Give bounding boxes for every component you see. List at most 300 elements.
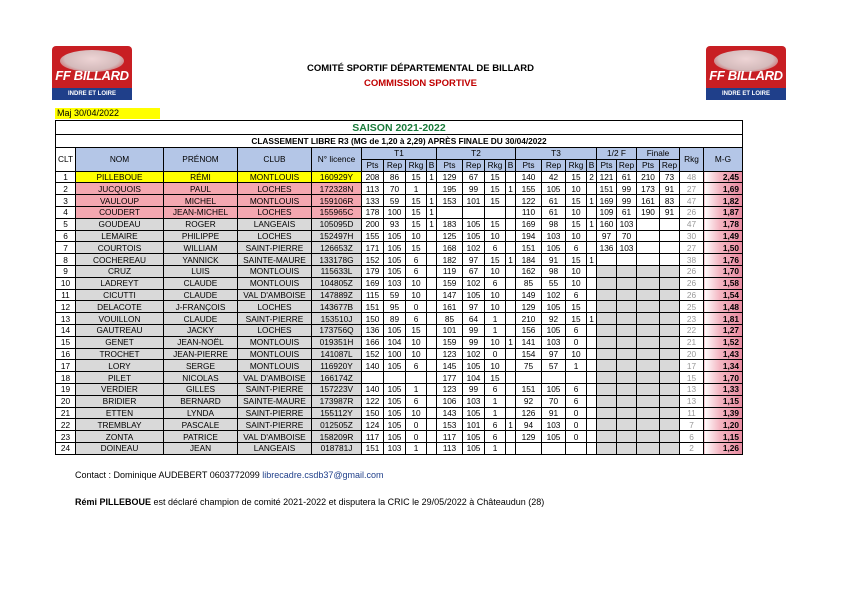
table-row (56, 183, 743, 195)
sub-pts: Pts (516, 159, 542, 171)
cell-t1-rkg: 10 (406, 277, 427, 289)
cell-prenom: NICOLAS (164, 372, 238, 384)
cell-finale-pts (637, 431, 660, 443)
cell-nom: GENET (76, 336, 164, 348)
cell-t3-pts: 122 (516, 195, 542, 207)
cell-t1-pts: 113 (362, 183, 384, 195)
cell-t2-rkg: 1 (485, 324, 506, 336)
cell-t2-pts: 159 (437, 336, 463, 348)
cell-t3-pts: 129 (516, 301, 542, 313)
cell-t1-b: 1 (427, 171, 437, 183)
table-row (56, 431, 743, 443)
cell-licence: 172328N (312, 183, 362, 195)
cell-prenom: LYNDA (164, 407, 238, 419)
cell-t3-b: 1 (587, 195, 597, 207)
cell-demi-pts (597, 431, 617, 443)
table-row (56, 206, 743, 218)
cell-t3-pts: 75 (516, 360, 542, 372)
cell-t2-rkg: 1 (485, 407, 506, 419)
cell-demi-rep (617, 407, 637, 419)
cell-prenom: PASCALE (164, 419, 238, 431)
table-row (56, 360, 743, 372)
logo-brand-text: FF BILLARD (709, 68, 783, 83)
cell-t2-rkg: 10 (485, 230, 506, 242)
cell-rkg: 26 (680, 265, 704, 277)
cell-prenom: J-FRANÇOIS (164, 301, 238, 313)
cell-t1-b (427, 254, 437, 266)
sub-pts: Pts (437, 159, 463, 171)
cell-licence: 126653Z (312, 242, 362, 254)
cell-finale-rep (660, 348, 680, 360)
cell-licence: 155965C (312, 206, 362, 218)
cell-t2-rep: 102 (463, 348, 485, 360)
cell-t3-pts: 155 (516, 183, 542, 195)
cell-t3-b (587, 419, 597, 431)
table-row (56, 372, 743, 384)
cell-t1-pts: 169 (362, 277, 384, 289)
cell-finale-pts (637, 230, 660, 242)
cell-rkg: 2 (680, 442, 704, 454)
cell-t1-pts: 140 (362, 360, 384, 372)
cell-licence: 147889Z (312, 289, 362, 301)
cell-rkg: 27 (680, 242, 704, 254)
cell-t3-b (587, 360, 597, 372)
col-finale: Finale (637, 148, 680, 160)
cell-t2-rep: 105 (463, 360, 485, 372)
cell-mg: 2,45 (704, 171, 743, 183)
cell-clt: 6 (56, 230, 76, 242)
cell-demi-rep: 103 (617, 242, 637, 254)
cell-t2-rkg: 15 (485, 183, 506, 195)
cell-t1-rkg: 0 (406, 301, 427, 313)
cell-t3-pts: 149 (516, 289, 542, 301)
cell-t1-rep: 89 (384, 313, 406, 325)
cell-clt: 19 (56, 383, 76, 395)
cell-t2-b (506, 383, 516, 395)
cell-finale-pts (637, 277, 660, 289)
cell-finale-rep (660, 289, 680, 301)
table-row (56, 383, 743, 395)
cell-club: VAL D'AMBOISE (238, 372, 312, 384)
cell-t1-b (427, 419, 437, 431)
cell-t3-pts: 154 (516, 348, 542, 360)
cell-t1-b (427, 242, 437, 254)
cell-t2-rep: 103 (463, 395, 485, 407)
cell-finale-pts: 161 (637, 195, 660, 207)
col-t1: T1 (362, 148, 437, 160)
cell-clt: 22 (56, 419, 76, 431)
cell-t3-b: 1 (587, 313, 597, 325)
contact-text: Contact : Dominique AUDEBERT 0603772099 (75, 470, 263, 480)
cell-prenom: SERGE (164, 360, 238, 372)
cell-t3-pts: 169 (516, 218, 542, 230)
cell-t2-b: 1 (506, 254, 516, 266)
cell-licence: 019351H (312, 336, 362, 348)
cell-demi-rep (617, 277, 637, 289)
cell-t3-b (587, 348, 597, 360)
cell-prenom: JEAN-PIERRE (164, 348, 238, 360)
cell-finale-rep (660, 254, 680, 266)
cell-club: MONTLOUIS (238, 171, 312, 183)
cell-nom: LORY (76, 360, 164, 372)
cell-t1-b: 1 (427, 195, 437, 207)
cell-demi-pts (597, 372, 617, 384)
cell-t1-rep: 103 (384, 277, 406, 289)
table-row (56, 265, 743, 277)
cell-club: VAL D'AMBOISE (238, 431, 312, 443)
cell-t2-pts: 159 (437, 277, 463, 289)
cell-clt: 10 (56, 277, 76, 289)
cell-t2-rep: 105 (463, 289, 485, 301)
cell-nom: TROCHET (76, 348, 164, 360)
cell-finale-pts: 210 (637, 171, 660, 183)
cell-t1-rkg: 1 (406, 442, 427, 454)
cell-t2-pts: 85 (437, 313, 463, 325)
cell-mg: 1,33 (704, 383, 743, 395)
cell-rkg: 15 (680, 372, 704, 384)
cell-t2-rkg: 10 (485, 265, 506, 277)
cell-t2-pts: 153 (437, 419, 463, 431)
cell-t1-rkg: 10 (406, 336, 427, 348)
cell-demi-pts (597, 254, 617, 266)
cell-demi-pts (597, 360, 617, 372)
classement-title: CLASSEMENT LIBRE R3 (MG de 1,20 à 2,29) APRÈS FINALE DU 30/04/2022 (56, 135, 743, 148)
cell-finale-rep (660, 419, 680, 431)
cell-t2-pts: 123 (437, 383, 463, 395)
cell-t2-b (506, 195, 516, 207)
cell-rkg: 11 (680, 407, 704, 419)
cell-t1-b (427, 183, 437, 195)
cell-finale-rep: 91 (660, 206, 680, 218)
cell-t2-pts: 117 (437, 431, 463, 443)
cell-clt: 12 (56, 301, 76, 313)
cell-nom: PILET (76, 372, 164, 384)
cell-demi-pts: 97 (597, 230, 617, 242)
cell-t3-b (587, 407, 597, 419)
cell-t3-rep: 92 (542, 313, 566, 325)
cell-club: MONTLOUIS (238, 336, 312, 348)
cell-finale-pts: 190 (637, 206, 660, 218)
cell-rkg: 26 (680, 289, 704, 301)
cell-nom: DELACOTE (76, 301, 164, 313)
cell-t1-pts: 155 (362, 230, 384, 242)
cell-demi-rep (617, 313, 637, 325)
cell-club: SAINT-PIERRE (238, 419, 312, 431)
cell-t3-b (587, 230, 597, 242)
cell-t3-b (587, 431, 597, 443)
cell-t3-rep: 105 (542, 183, 566, 195)
cell-t2-pts: 168 (437, 242, 463, 254)
contact-email-link[interactable]: librecadre.csdb37@gmail.com (262, 470, 384, 480)
col-prenom: PRÉNOM (164, 148, 238, 172)
cell-finale-rep (660, 407, 680, 419)
cell-t1-rkg: 15 (406, 218, 427, 230)
cell-t2-b (506, 289, 516, 301)
cell-t1-rkg: 1 (406, 383, 427, 395)
cell-mg: 1,82 (704, 195, 743, 207)
update-date: Maj 30/04/2022 (55, 108, 160, 119)
cell-t3-pts: 151 (516, 242, 542, 254)
cell-t2-b (506, 372, 516, 384)
sub-pts: Pts (362, 159, 384, 171)
cell-licence: 153510J (312, 313, 362, 325)
cell-clt: 17 (56, 360, 76, 372)
cell-finale-rep (660, 431, 680, 443)
cell-t1-b (427, 277, 437, 289)
cell-t3-rkg: 6 (566, 395, 587, 407)
cell-clt: 18 (56, 372, 76, 384)
cell-t2-b: 1 (506, 419, 516, 431)
cell-t2-b (506, 171, 516, 183)
cell-t2-rkg: 10 (485, 336, 506, 348)
cell-t3-pts: 151 (516, 383, 542, 395)
cell-t2-b (506, 442, 516, 454)
cell-t3-rep (542, 442, 566, 454)
cell-clt: 3 (56, 195, 76, 207)
cell-finale-rep (660, 383, 680, 395)
cell-t1-rkg: 10 (406, 348, 427, 360)
cell-t1-rkg: 15 (406, 324, 427, 336)
cell-finale-pts (637, 242, 660, 254)
cell-t2-b (506, 218, 516, 230)
cell-t1-b (427, 301, 437, 313)
cell-prenom: PHILIPPE (164, 230, 238, 242)
cell-t1-rkg: 15 (406, 195, 427, 207)
cell-club: LOCHES (238, 206, 312, 218)
cell-t2-rep: 99 (463, 336, 485, 348)
cell-t2-rep: 97 (463, 301, 485, 313)
cell-prenom: YANNICK (164, 254, 238, 266)
cell-t1-pts: 115 (362, 289, 384, 301)
cell-clt: 15 (56, 336, 76, 348)
cell-demi-pts: 160 (597, 218, 617, 230)
cell-licence: 141087L (312, 348, 362, 360)
cell-nom: LADREYT (76, 277, 164, 289)
cell-finale-pts (637, 442, 660, 454)
cell-t2-pts: 143 (437, 407, 463, 419)
cell-demi-pts (597, 348, 617, 360)
cell-t2-pts: 113 (437, 442, 463, 454)
cell-demi-rep (617, 419, 637, 431)
cell-licence: 155112Y (312, 407, 362, 419)
cell-licence: 018781J (312, 442, 362, 454)
cell-mg: 1,76 (704, 254, 743, 266)
cell-finale-pts (637, 313, 660, 325)
cell-t3-pts (516, 442, 542, 454)
cell-clt: 20 (56, 395, 76, 407)
cell-demi-rep (617, 324, 637, 336)
cell-demi-pts (597, 419, 617, 431)
cell-club: MONTLOUIS (238, 348, 312, 360)
cell-demi-rep (617, 383, 637, 395)
cell-t3-rkg: 1 (566, 360, 587, 372)
cell-t1-rep: 105 (384, 230, 406, 242)
cell-club: MONTLOUIS (238, 265, 312, 277)
cell-t3-rep: 105 (542, 383, 566, 395)
cell-t1-rep: 100 (384, 206, 406, 218)
cell-t3-rkg: 15 (566, 301, 587, 313)
cell-prenom: WILLIAM (164, 242, 238, 254)
cell-rkg: 47 (680, 195, 704, 207)
cell-licence: 105095D (312, 218, 362, 230)
cell-demi-pts: 121 (597, 171, 617, 183)
cell-t3-rep: 97 (542, 348, 566, 360)
cell-t1-pts: 178 (362, 206, 384, 218)
cell-t3-rkg: 15 (566, 195, 587, 207)
cell-t1-rep: 105 (384, 395, 406, 407)
cell-t1-pts: 200 (362, 218, 384, 230)
cell-t3-pts: 141 (516, 336, 542, 348)
cell-t2-rep: 104 (463, 372, 485, 384)
cell-rkg: 27 (680, 183, 704, 195)
table-row (56, 230, 743, 242)
cell-t1-rkg: 6 (406, 265, 427, 277)
cell-t3-rkg: 0 (566, 419, 587, 431)
cell-demi-pts: 169 (597, 195, 617, 207)
cell-licence: 133178G (312, 254, 362, 266)
cell-t2-rep: 101 (463, 195, 485, 207)
cell-mg: 1,20 (704, 419, 743, 431)
cell-t3-pts (516, 372, 542, 384)
cell-t3-rep: 105 (542, 242, 566, 254)
cell-t2-pts: 161 (437, 301, 463, 313)
cell-t1-pts: 208 (362, 171, 384, 183)
cell-demi-rep (617, 360, 637, 372)
cell-demi-pts (597, 383, 617, 395)
cell-t1-pts: 152 (362, 348, 384, 360)
cell-t1-b (427, 395, 437, 407)
cell-t3-rkg: 10 (566, 206, 587, 218)
cell-t3-b (587, 324, 597, 336)
logo-sub-text: INDRE ET LOIRE (706, 88, 786, 100)
cell-t3-rkg: 15 (566, 218, 587, 230)
logo-sub-text: INDRE ET LOIRE (52, 88, 132, 100)
cell-t1-pts: 152 (362, 254, 384, 266)
cell-finale-rep (660, 395, 680, 407)
cell-club: LOCHES (238, 301, 312, 313)
cell-t2-rep: 97 (463, 254, 485, 266)
cell-mg: 1,39 (704, 407, 743, 419)
cell-t2-rep: 67 (463, 265, 485, 277)
cell-rkg: 38 (680, 254, 704, 266)
cell-t1-b: 1 (427, 206, 437, 218)
cell-t3-rkg: 6 (566, 324, 587, 336)
cell-t2-rep: 101 (463, 419, 485, 431)
cell-mg: 1,70 (704, 372, 743, 384)
cell-mg: 1,70 (704, 265, 743, 277)
cell-rkg: 17 (680, 360, 704, 372)
cell-mg: 1,27 (704, 324, 743, 336)
cell-licence: 173756Q (312, 324, 362, 336)
cell-t2-b (506, 277, 516, 289)
cell-t3-rkg (566, 372, 587, 384)
cell-t2-pts: 123 (437, 348, 463, 360)
cell-t3-rkg: 6 (566, 383, 587, 395)
cell-t1-pts (362, 372, 384, 384)
cell-t2-pts: 101 (437, 324, 463, 336)
cell-demi-pts (597, 301, 617, 313)
cell-t2-rep: 105 (463, 442, 485, 454)
cell-t2-pts: 195 (437, 183, 463, 195)
cell-t1-rep: 105 (384, 254, 406, 266)
sub-pts: Pts (637, 159, 660, 171)
cell-t1-rep: 105 (384, 419, 406, 431)
cell-t2-rkg: 15 (485, 254, 506, 266)
cell-nom: GAUTREAU (76, 324, 164, 336)
cell-t3-rkg: 6 (566, 242, 587, 254)
cell-nom: COCHEREAU (76, 254, 164, 266)
cell-t2-b (506, 313, 516, 325)
cell-clt: 7 (56, 242, 76, 254)
cell-t1-b (427, 313, 437, 325)
cell-demi-rep (617, 289, 637, 301)
contact-line (75, 470, 384, 480)
cell-nom: GOUDEAU (76, 218, 164, 230)
cell-t1-rkg: 6 (406, 254, 427, 266)
table-row (56, 171, 743, 183)
cell-t1-pts: 179 (362, 265, 384, 277)
cell-t3-rkg: 10 (566, 277, 587, 289)
cell-nom: BRIDIER (76, 395, 164, 407)
cell-t2-rkg: 15 (485, 171, 506, 183)
cell-t1-b (427, 372, 437, 384)
cell-t1-b (427, 442, 437, 454)
cell-clt: 2 (56, 183, 76, 195)
cell-t1-pts: 150 (362, 407, 384, 419)
cell-t1-pts: 151 (362, 442, 384, 454)
cell-nom: COURTOIS (76, 242, 164, 254)
cell-t2-rkg: 0 (485, 348, 506, 360)
cell-finale-rep: 83 (660, 195, 680, 207)
cell-demi-pts (597, 336, 617, 348)
cell-clt: 13 (56, 313, 76, 325)
cell-t1-rep: 105 (384, 265, 406, 277)
cell-finale-pts (637, 395, 660, 407)
cell-club: SAINT-PIERRE (238, 313, 312, 325)
cell-t3-rep: 98 (542, 218, 566, 230)
cell-t3-b (587, 183, 597, 195)
cell-t3-b (587, 289, 597, 301)
cell-t3-pts: 194 (516, 230, 542, 242)
cell-prenom: CLAUDE (164, 313, 238, 325)
cell-t3-b (587, 301, 597, 313)
cell-t2-rep: 102 (463, 242, 485, 254)
cell-t1-rep: 105 (384, 360, 406, 372)
cell-t3-rep: 61 (542, 195, 566, 207)
cell-finale-pts (637, 348, 660, 360)
cell-t1-rep: 105 (384, 407, 406, 419)
cell-demi-pts: 136 (597, 242, 617, 254)
cell-mg: 1,81 (704, 313, 743, 325)
cell-demi-rep: 61 (617, 171, 637, 183)
cell-prenom: PATRICE (164, 431, 238, 443)
cell-prenom: MICHEL (164, 195, 238, 207)
cell-club: LANGEAIS (238, 218, 312, 230)
cell-finale-pts (637, 265, 660, 277)
cell-prenom: LUIS (164, 265, 238, 277)
cell-t2-pts: 119 (437, 265, 463, 277)
cell-t2-b (506, 360, 516, 372)
cell-mg: 1,48 (704, 301, 743, 313)
cell-demi-pts (597, 324, 617, 336)
cell-t1-pts: 124 (362, 419, 384, 431)
cell-t1-rkg: 10 (406, 289, 427, 301)
cell-nom: CICUTTI (76, 289, 164, 301)
cell-mg: 1,58 (704, 277, 743, 289)
cell-t2-pts: 177 (437, 372, 463, 384)
cell-demi-rep (617, 431, 637, 443)
cell-mg: 1,78 (704, 218, 743, 230)
